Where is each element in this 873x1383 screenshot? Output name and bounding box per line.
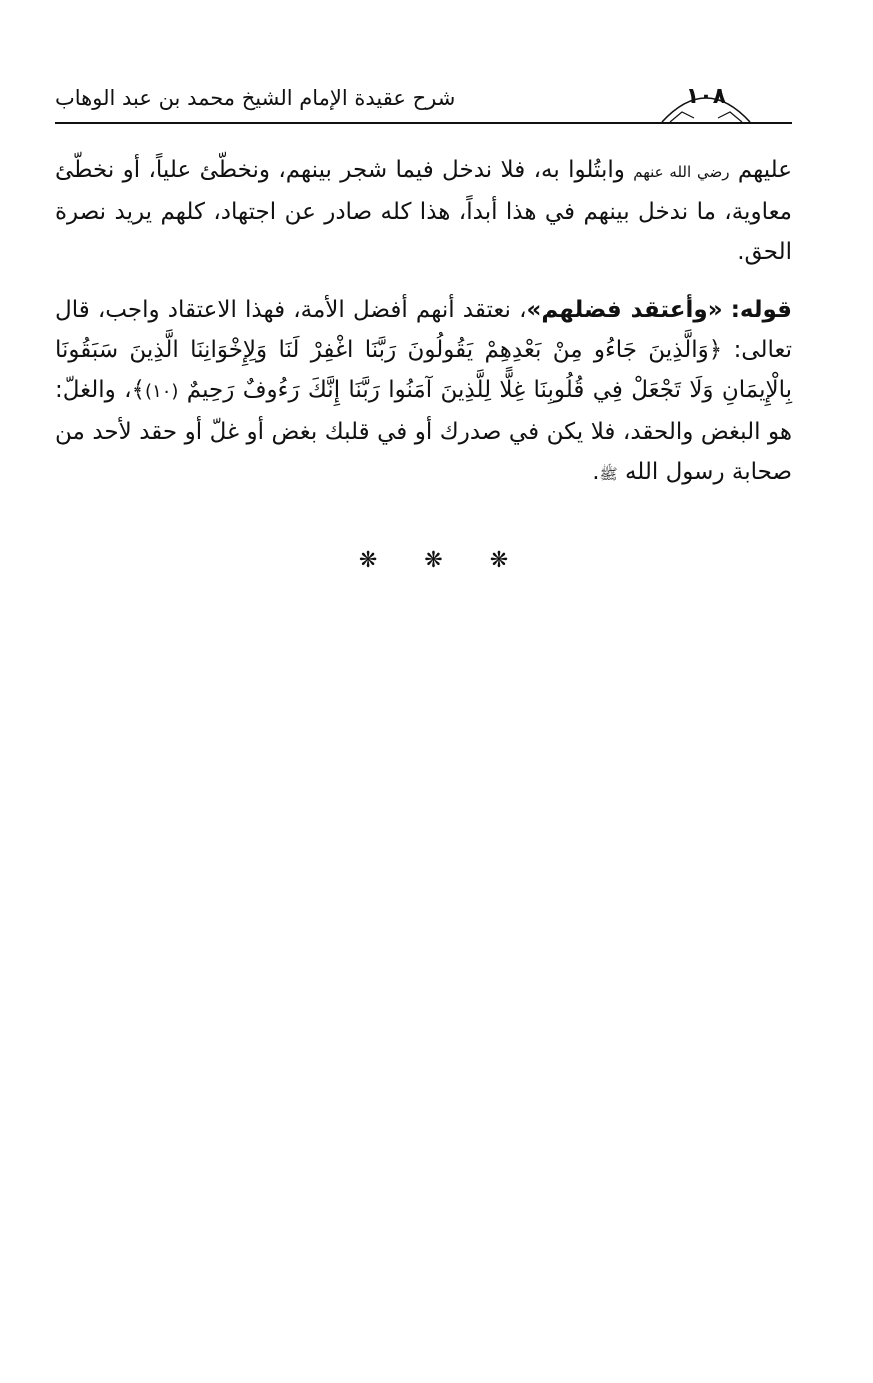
paragraph-2 [55,290,792,494]
paragraph-2-text-1: ، نعتقد أنهم أفضل الأمة، فهذا الاعتقاد واجب، قال تعالى: [55,297,792,363]
section-separator [0,548,873,573]
page-number: ١٠٨ [685,84,727,109]
honorific-salallahu-alayhi: ﷺ [599,465,618,483]
page-number-frame [660,78,752,124]
paragraph-2-end: . [592,459,600,485]
quoted-matn: «وأعتقد فضلهم» [526,297,723,323]
header-rule [55,122,792,124]
paragraph-2-lead: قوله: [730,297,792,323]
page-body [55,150,792,494]
verse-close-bracket: ﴾ [131,377,146,403]
honorific-radiyallahu-anhum: رضي الله عنهم [633,163,730,181]
quran-verse: ﴿وَالَّذِينَ جَاءُو مِنْ بَعْدِهِمْ يَقُولُونَ رَبَّنَا اغْفِرْ لَنَا وَلِإِخْوَانِنَا الَّذِينَ سَبَقُونَا بِالْإِيمَانِ وَلَا تَجْعَلْ فِي قُلُوبِنَا غِلًّا لِلَّذِينَ آمَنُوا رَبَّنَا إِنَّكَ رَءُوفٌ رَحِيمٌ [55,337,793,403]
page-header [55,78,792,124]
ayah-number-marker: (١٠) [145,381,179,402]
paragraph-1-text-start: عليهم [737,157,792,183]
separator-star-icon: ❋ [424,548,449,573]
paragraph-2-text-2: ، والغلّ: هو البغض والحقد، فلا يكن في صدرك أو في قلبك بغض أو غلّ أو حقد لأحد من صحابة رسول الله [55,377,792,485]
paragraph-1 [55,150,792,272]
ayah-number: ١٠ [152,381,172,402]
separator-star-icon: ❋ [358,548,384,573]
paragraph-1-text: وابتُلوا به، فلا ندخل فيما شجر بينهم، ونخطّئ علياً، أو نخطّئ معاوية، ما ندخل بينهم في هذا أبداً، هذا كله صادر عن اجتهاد، كلهم يريد نصرة الحق. [55,157,792,265]
separator-star-icon: ❋ [489,548,515,573]
book-title: شرح عقيدة الإمام الشيخ محمد بن عبد الوهاب [55,86,456,110]
